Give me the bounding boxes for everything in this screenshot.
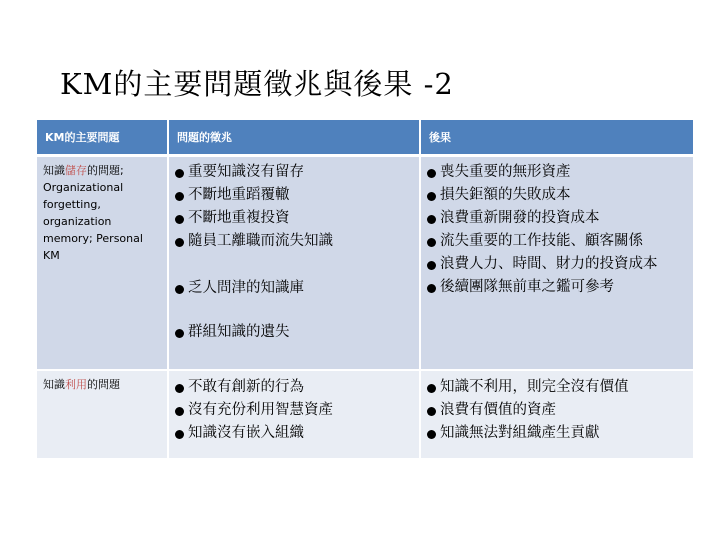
list-item: [173, 161, 413, 184]
row-label-utilization: [37, 371, 169, 460]
bullet-icon: [427, 284, 436, 293]
slide-title: KM的主要問題徵兆與後果 -2: [60, 67, 454, 101]
list-item: [425, 207, 687, 230]
bullet-icon: [175, 430, 184, 439]
bullet-icon: [427, 169, 436, 178]
list-item-text: 不斷地重複投資: [188, 210, 290, 226]
bullet-icon: [427, 384, 436, 393]
list-item: [425, 422, 687, 445]
bullet-icon: [175, 329, 184, 338]
list-item: [425, 376, 687, 399]
list-item: [425, 161, 687, 184]
list-item: [425, 276, 687, 299]
list-item: [173, 321, 413, 344]
bullet-icon: [175, 238, 184, 247]
table-row: [37, 157, 693, 371]
bullet-icon: [427, 261, 436, 270]
list-item: [425, 399, 687, 422]
list-item-text: 知識沒有嵌入組織: [188, 425, 304, 441]
label-highlight: 儲存: [65, 164, 87, 177]
list-item-text: 不斷地重蹈覆轍: [188, 187, 290, 203]
header-consequences: 後果: [421, 120, 693, 157]
bullet-icon: [427, 430, 436, 439]
list-item: [173, 184, 413, 207]
header-symptoms: 問題的徵兆: [169, 120, 421, 157]
list-item-text: 沒有充份利用智慧資產: [188, 402, 333, 418]
consequences-cell: [421, 157, 693, 371]
list-item: [173, 277, 413, 300]
bullet-icon: [175, 215, 184, 224]
list-item-text: 後續團隊無前車之鑑可參考: [440, 279, 614, 295]
label-highlight: 利用: [65, 378, 87, 391]
symptoms-cell: [169, 371, 421, 460]
list-item-text: 知識無法對組織產生貢獻: [440, 425, 600, 441]
list-item-text: 不敢有創新的行為: [188, 379, 304, 395]
label-text: 知識: [43, 378, 65, 391]
list-item: [425, 230, 687, 253]
symptoms-cell: [169, 157, 421, 371]
list-item: [173, 399, 413, 422]
list-item: [425, 184, 687, 207]
table-row: [37, 371, 693, 460]
list-item-text: 流失重要的工作技能、顧客關係: [440, 233, 643, 249]
bullet-icon: [175, 407, 184, 416]
list-item-text: 知識不利用，則完全沒有價值: [440, 379, 629, 395]
bullet-icon: [427, 192, 436, 201]
bullet-icon: [175, 285, 184, 294]
list-item: [425, 253, 687, 276]
list-item: [173, 422, 413, 445]
list-item-text: 損失鉅額的失敗成本: [440, 187, 571, 203]
list-item-text: 浪費人力、時間、財力的投資成本: [440, 256, 658, 272]
label-text: 的問題: [87, 378, 120, 391]
bullet-icon: [175, 169, 184, 178]
list-item-text: 浪費有價值的資產: [440, 402, 556, 418]
table-header-row: [37, 120, 693, 157]
bullet-icon: [427, 407, 436, 416]
header-km-problem: KM的主要問題: [37, 120, 169, 157]
list-item-text: 乏人問津的知識庫: [188, 280, 304, 296]
bullet-icon: [175, 192, 184, 201]
label-text: 知識: [43, 164, 65, 177]
list-item: [173, 230, 413, 253]
bullet-icon: [427, 238, 436, 247]
bullet-icon: [427, 215, 436, 224]
consequences-cell: [421, 371, 693, 460]
list-item: [173, 376, 413, 399]
list-item-text: 群組知識的遺失: [188, 324, 290, 340]
list-item-text: 重要知識沒有留存: [188, 164, 304, 180]
list-item-text: 浪費重新開發的投資成本: [440, 210, 600, 226]
list-item-text: 隨員工離職而流失知識: [188, 233, 333, 249]
label-text: 的問題; Organizational forgetting, organization memory; Personal KM: [43, 164, 143, 262]
list-item-text: 喪失重要的無形資產: [440, 164, 571, 180]
row-label-storage: [37, 157, 169, 371]
bullet-icon: [175, 384, 184, 393]
km-problems-table: [37, 120, 693, 460]
list-item: [173, 207, 413, 230]
